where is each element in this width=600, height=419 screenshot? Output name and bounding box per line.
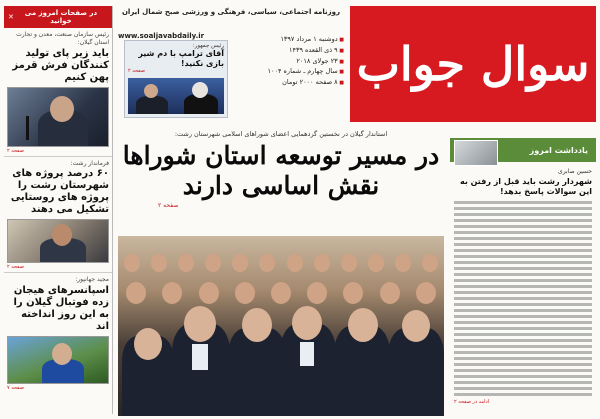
audience-head <box>151 254 167 272</box>
audience-head <box>162 282 182 304</box>
audience-head <box>395 254 411 272</box>
text-line <box>454 327 592 330</box>
story-headline[interactable]: باید زیر پای تولید کنندگان فرش قرمز پهن کنیم <box>12 47 109 83</box>
text-line <box>454 309 592 312</box>
audience-head <box>232 254 248 272</box>
front-row-head <box>134 328 162 360</box>
text-line <box>454 375 592 378</box>
audience-head <box>287 254 303 272</box>
governor-portrait-photo <box>7 219 109 263</box>
editorial-column[interactable] <box>450 138 596 416</box>
text-line <box>454 357 592 360</box>
sidebar-story-3[interactable] <box>4 273 112 393</box>
issue-date-gregorian: ■ ۲۳ جولای ۲۰۱۸ <box>228 56 344 67</box>
audience-head <box>178 254 194 272</box>
main-kicker: استاندار گیلان در نخستین گردهمایی اعضای شوراهای اسلامی شهرستان رشت: <box>174 130 388 138</box>
text-line <box>454 369 592 372</box>
text-line <box>454 381 592 384</box>
council-meeting-photo <box>118 236 444 416</box>
audience-head <box>380 282 400 304</box>
text-line <box>454 213 592 216</box>
football-coach-photo <box>7 336 109 384</box>
text-line <box>454 255 592 258</box>
audience-row-middle <box>118 282 444 304</box>
audience-head <box>271 282 291 304</box>
main-headline[interactable] <box>118 141 444 200</box>
sidebar-header <box>4 6 112 28</box>
story-headline[interactable]: ۶۰ درصد پروژه های شهرستان رشت را پروژه های روستایی تشکیل می دهند <box>10 168 109 216</box>
front-row-head <box>292 306 322 340</box>
author-name: حسین صابری <box>558 168 592 175</box>
text-line <box>454 207 592 210</box>
front-row-head <box>348 308 378 342</box>
text-line <box>454 201 592 204</box>
audience-head <box>307 282 327 304</box>
audience-head <box>368 254 384 272</box>
issue-date-hijri: ■ ۹ ذی القعده ۱۴۳۹ <box>228 45 344 56</box>
text-line <box>454 261 592 264</box>
story-kicker: مجید جهانپور: <box>75 276 109 284</box>
text-line <box>454 339 592 342</box>
audience-head <box>314 254 330 272</box>
shirt-collar <box>300 342 314 366</box>
text-line <box>454 285 592 288</box>
text-line <box>454 363 592 366</box>
audience-head <box>343 282 363 304</box>
sidebar-header-label: در صفحات امروز می خوانید <box>24 9 98 25</box>
story-headline[interactable]: اسپانسرهای هیجان زده فوتبال گیلان را به این روز انداخته اند <box>13 285 109 333</box>
text-line <box>454 219 592 222</box>
author-avatar <box>454 140 498 166</box>
story-page-ref: صفحه ۲ <box>7 147 24 154</box>
audience-head <box>124 254 140 272</box>
website-url[interactable]: www.soaljavabdaily.ir <box>118 32 205 40</box>
text-line <box>454 225 592 228</box>
sidebar-story-1[interactable] <box>4 28 112 157</box>
audience-head <box>416 282 436 304</box>
issue-pages-price: ■ ۸ صفحه ۲۰۰۰ تومان <box>228 77 344 88</box>
editorial-header <box>450 138 596 162</box>
main-headline-line-1: در مسیر توسعه استان شوراها <box>122 141 440 170</box>
text-line <box>454 231 592 234</box>
story-page-ref: صفحه ۷ <box>7 385 24 392</box>
audience-head <box>235 282 255 304</box>
story-kicker: رئیس سازمان صنعت، معدن و تجارت استان گیلان: <box>16 31 109 46</box>
text-line <box>454 291 592 294</box>
newspaper-logo[interactable] <box>350 6 596 122</box>
story-kicker: فرماندار رشت: <box>70 159 109 167</box>
audience-head <box>199 282 219 304</box>
audience-head <box>205 254 221 272</box>
sidebar-story-2[interactable] <box>4 157 112 274</box>
text-line <box>454 387 592 390</box>
text-line <box>454 279 592 282</box>
tagline: روزنامه اجتماعی، سیاسی، فرهنگی و ورزشی صبح شمال ایران <box>121 8 341 16</box>
close-icon: ✕ <box>8 13 14 21</box>
shirt-collar <box>192 344 208 370</box>
issue-date-persian: ■ دوشنبه ۱ مرداد ۱۳۹۷ <box>228 34 344 45</box>
official-portrait-photo <box>7 87 109 147</box>
text-line <box>454 249 592 252</box>
front-row-head <box>184 306 216 342</box>
text-line <box>454 303 592 306</box>
audience-row-back <box>118 254 444 272</box>
text-line <box>454 393 592 396</box>
text-line <box>454 351 592 354</box>
text-line <box>454 237 592 240</box>
person-head <box>144 84 158 98</box>
teaser-page-ref: صفحه ۲ <box>128 68 145 75</box>
person-head <box>192 82 208 98</box>
text-line <box>454 333 592 336</box>
text-line <box>454 267 592 270</box>
president-photo <box>128 78 224 114</box>
masthead <box>118 6 596 126</box>
editorial-body <box>450 201 596 396</box>
text-line <box>454 315 592 318</box>
main-story[interactable] <box>118 130 444 416</box>
audience-head <box>126 282 146 304</box>
editorial-label: یادداشت امروز <box>529 145 588 155</box>
main-headline-line-2: نقش اساسی دارند <box>182 170 380 200</box>
issue-meta <box>228 34 344 88</box>
editorial-page-ref: ادامه در صفحه ۲ <box>454 399 490 405</box>
front-row-head <box>242 308 272 342</box>
sidebar-in-this-issue <box>4 6 113 414</box>
text-line <box>454 321 592 324</box>
logo-text: سوال جواب <box>356 37 590 91</box>
text-line <box>454 297 592 300</box>
issue-number: ■ سال چهارم ـ شماره ۱۰۰۴ <box>228 66 344 77</box>
teaser-kicker: رئیس جمهور: <box>192 43 224 49</box>
text-line <box>454 345 592 348</box>
audience-head <box>422 254 438 272</box>
microphone-icon <box>26 116 29 140</box>
front-row-head <box>402 310 430 342</box>
audience-head <box>341 254 357 272</box>
text-line <box>454 273 592 276</box>
text-line <box>454 243 592 246</box>
story-page-ref: صفحه ۲ <box>7 264 24 271</box>
person-head <box>50 96 74 122</box>
teaser-headline[interactable]: آقای ترامپ با دم شیر بازی نکنید! <box>138 49 224 68</box>
main-page-ref: صفحه ۲ <box>158 202 179 209</box>
president-teaser[interactable] <box>124 40 228 118</box>
audience-head <box>259 254 275 272</box>
person-figure <box>136 96 168 114</box>
editorial-headline[interactable]: شهردار رشت باید قبل از رفتن به این سوالات پاسخ بدهد! <box>459 177 592 196</box>
